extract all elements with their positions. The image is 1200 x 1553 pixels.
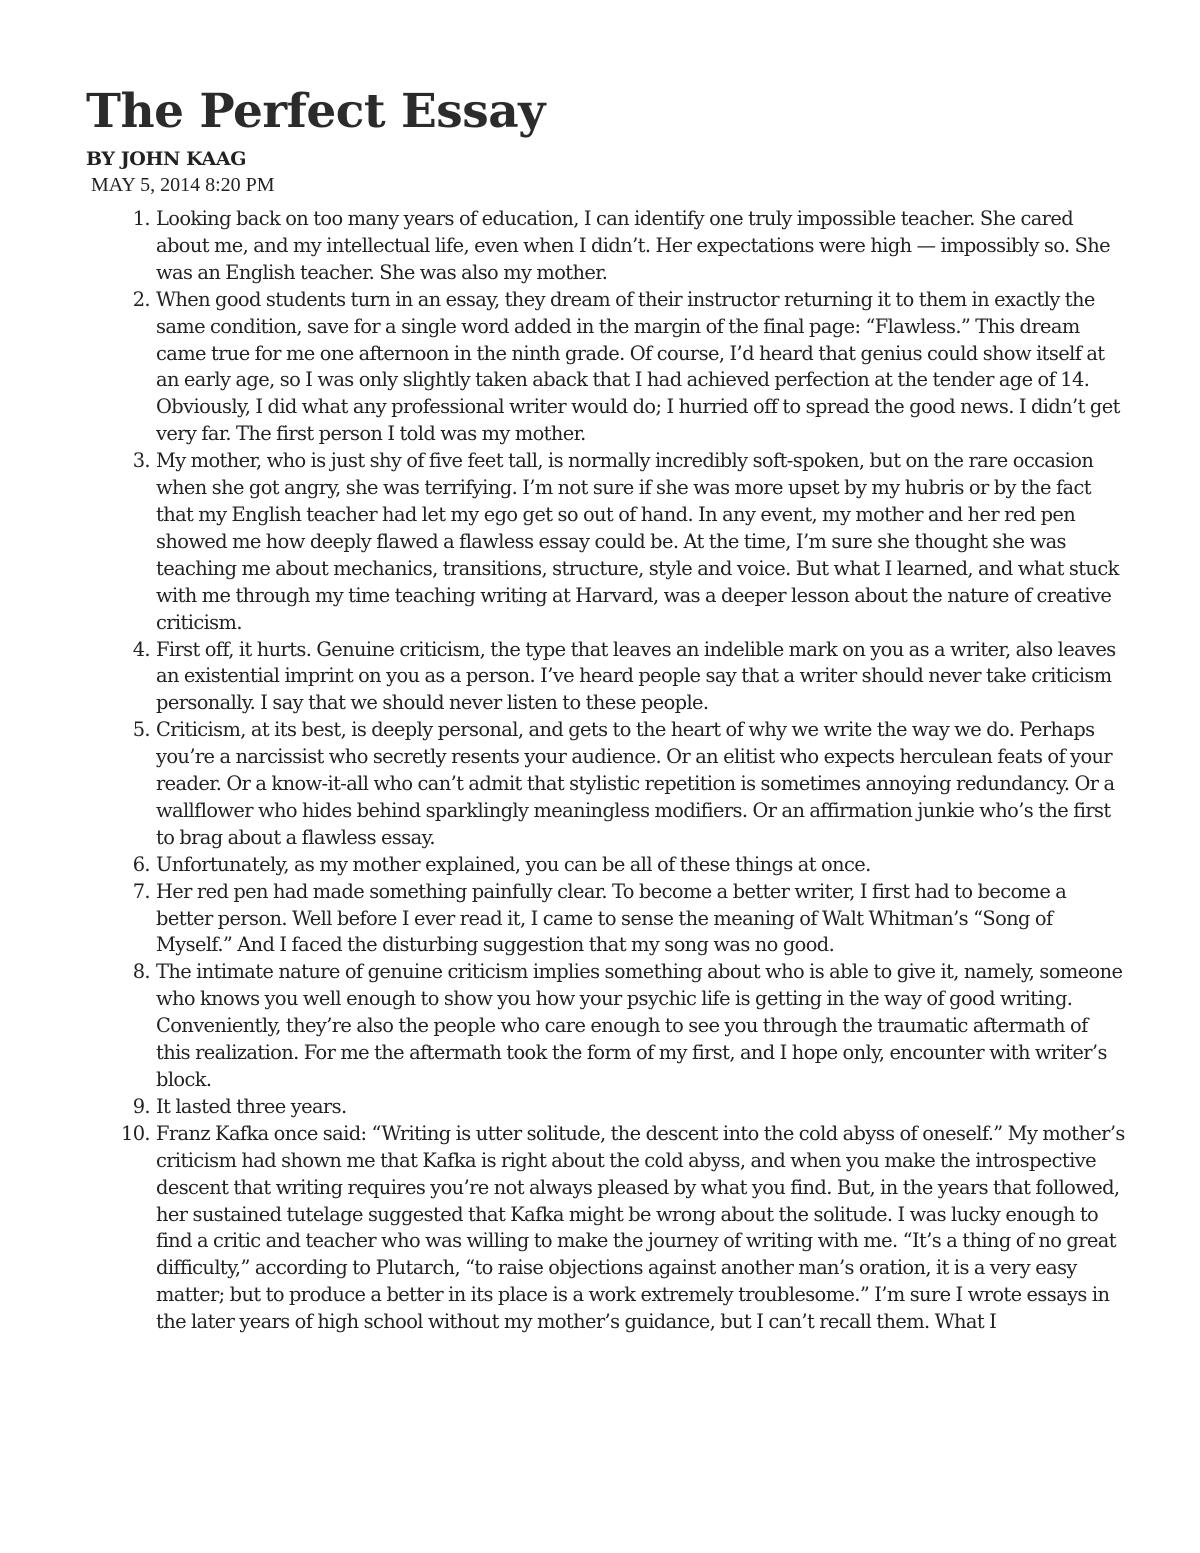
paragraph-text: Criticism, at its best, is deeply personal, and gets to the heart of why we write the way we do. Perhaps you’re a narcissist who secretly resents your audience. Or an elitist who expects herculean feats of your reader. Or a know-it-all who can’t admit that stylistic repetition is sometimes annoying redundancy. Or a wallflower who hides behind sparklingly meaningless modifiers. Or an affirmation junkie who’s the first to brag about a flawless essay. xyxy=(156,718,1115,849)
paragraph-text: Her red pen had made something painfully clear. To become a better writer, I first had to become a better person. Well before I ever read it, I came to sense the meaning of Walt Whitman’s “Song of Myself.” And I faced the disturbing suggestion that my song was no good. xyxy=(156,879,1067,957)
paragraph-item xyxy=(132,717,1126,852)
paragraph-number: 1. xyxy=(132,207,150,230)
essay-paragraph-list xyxy=(86,206,1126,1336)
paragraph-number: 4. xyxy=(132,637,150,661)
paragraph-number: 7. xyxy=(132,879,150,903)
paragraph-item xyxy=(120,1121,1126,1336)
paragraph-item xyxy=(132,852,1126,879)
paragraph-item xyxy=(132,959,1126,1094)
paragraph-text: My mother, who is just shy of five feet tall, is normally incredibly soft-spoken, but on the rare occasion when she got angry, she was terrifying. I’m not sure if she was more upset by my hubris or by the fact that my English teacher had let my ego get so out of hand. In any event, my mother and her red pen showed me how deeply flawed a flawless essay could be. At the time, I’m sure she thought she was teaching me about mechanics, transitions, structure, style and voice. But what I learned, and what stuck with me through my time teaching writing at Harvard, was a deeper lesson about the nature of creative criticism. xyxy=(156,449,1119,634)
article-date: MAY 5, 2014 8:20 PM xyxy=(91,174,275,196)
paragraph-text: When good students turn in an essay, they dream of their instructor returning it to them in exactly the same condition, save for a single word added in the margin of the final page: “Flawless.” This dream came true for me one afternoon in the ninth grade. Of course, I’d heard that genius could show itself at an early age, so I was only slightly taken aback that I had achieved perfection at the tender age of 14. Obviously, I did what any professional writer would do; I hurried off to spread the good news. I didn’t get very far. The first person I told was my mother. xyxy=(156,287,1120,446)
paragraph-text: Looking back on too many years of education, I can identify one truly impossible teacher. She cared about me, and my intellectual life, even when I didn’t. Her expectations were high — impossibly so. She was an English teacher. She was also my mother. xyxy=(156,207,1111,284)
paragraph-item xyxy=(132,206,1126,287)
article-byline: BY JOHN KAAG xyxy=(86,148,247,170)
paragraph-number: 10. xyxy=(120,1121,150,1145)
paragraph-number: 6. xyxy=(132,852,150,876)
paragraph-item xyxy=(132,448,1126,636)
paragraph-number: 9. xyxy=(132,1094,150,1118)
paragraph-text: The intimate nature of genuine criticism implies something about who is able to give it, namely, someone who knows you well enough to show you how your psychic life is getting in the way of good writing. Conveniently, they’re also the people who care enough to see you through the traumatic aftermath of this realization. For me the aftermath took the form of my first, and I hope only, encounter with writer’s block. xyxy=(156,960,1123,1091)
paragraph-text: It lasted three years. xyxy=(156,1094,347,1118)
paragraph-text: First off, it hurts. Genuine criticism, the type that leaves an indelible mark on you as a writer, also leaves an existential imprint on you as a person. I’ve heard people say that a writer should never take criticism personally. I say that we should never listen to these people. xyxy=(156,637,1116,715)
paragraph-item xyxy=(132,879,1126,960)
paragraph-number: 2. xyxy=(132,287,150,311)
paragraph-item xyxy=(132,1094,1126,1121)
paragraph-item xyxy=(132,287,1126,448)
paragraph-text: Franz Kafka once said: “Writing is utter solitude, the descent into the cold abyss of oneself.” My mother’s criticism had shown me that Kafka is right about the cold abyss, and when you make the introspective descent that writing requires you’re not always pleased by what you find. But, in the years that followed, her sustained tutelage suggested that Kafka might be wrong about the solitude. I was lucky enough to find a critic and teacher who was willing to make the journey of writing with me. “It’s a thing of no great difficulty,” according to Plutarch, “to raise objections against another man’s oration, it is a very easy matter; but to produce a better in its place is a work extremely troublesome.” I’m sure I wrote essays in the later years of high school without my mother’s guidance, but I can’t recall them. What I xyxy=(156,1121,1125,1334)
article xyxy=(86,80,1126,1336)
paragraph-number: 5. xyxy=(132,718,150,742)
paragraph-text: Unfortunately, as my mother explained, you can be all of these things at once. xyxy=(156,852,871,876)
paragraph-number: 3. xyxy=(132,449,150,473)
paragraph-item xyxy=(132,637,1126,718)
article-title: The Perfect Essay xyxy=(86,84,545,139)
paragraph-number: 8. xyxy=(132,960,150,984)
